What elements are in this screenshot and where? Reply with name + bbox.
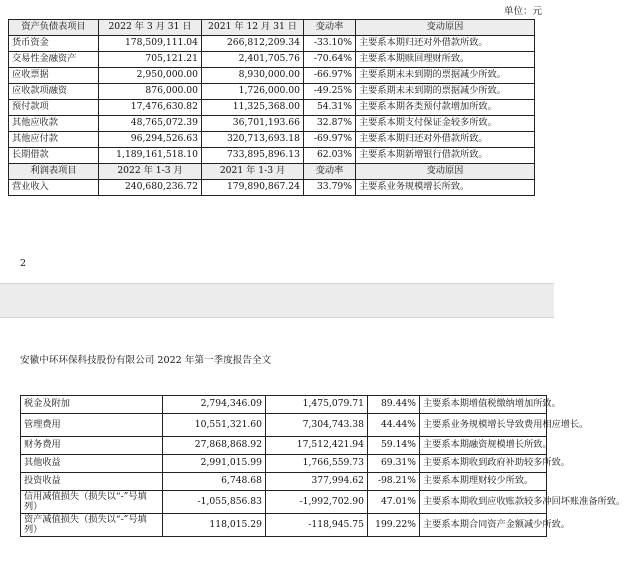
header-current-value: 2022 年 3 月 31 日 <box>99 20 202 36</box>
cell-prior-value: 17,512,421.94 <box>266 437 368 455</box>
cell-prior-value: 320,713,693.18 <box>202 132 304 148</box>
table-header-row <box>9 164 535 180</box>
balance-sheet-table <box>8 19 535 196</box>
cell-change-rate: 32.87% <box>304 116 356 132</box>
cell-prior-value: 7,304,743.38 <box>266 414 368 437</box>
table-row <box>9 148 535 164</box>
cell-prior-value: 179,890,867.24 <box>202 180 304 196</box>
table-row <box>9 116 535 132</box>
table-header-row <box>9 20 535 36</box>
cell-change-reason: 主要系本期收到应收账款较多冲回坏账准备所致。 <box>420 491 547 514</box>
header-prior-value: 2021 年 1-3 月 <box>202 164 304 180</box>
cell-item-label: 交易性金融资产 <box>9 52 99 68</box>
cell-change-reason: 主要系本期新增银行借款所致。 <box>356 148 535 164</box>
cell-change-reason: 主要系本期归还对外借款所致。 <box>356 132 535 148</box>
cell-item-label: 其他收益 <box>21 455 163 473</box>
cell-prior-value: 11,325,368.00 <box>202 100 304 116</box>
table-row <box>9 52 535 68</box>
cell-change-reason: 主要系期末未到期的票据减少所致。 <box>356 84 535 100</box>
cell-prior-value: -118,945.75 <box>266 514 368 537</box>
cell-change-reason: 主要系本期收到政府补助较多所致。 <box>420 455 547 473</box>
header-item-label: 资产负债表项目 <box>9 20 99 36</box>
cell-prior-value: 1,726,000.00 <box>202 84 304 100</box>
table-row <box>21 437 547 455</box>
table-row <box>21 455 547 473</box>
cell-prior-value: 733,895,896.13 <box>202 148 304 164</box>
table-row <box>21 491 547 514</box>
cell-item-label: 信用减值损失（损失以“-”号填列） <box>21 491 163 514</box>
cell-change-reason: 主要系本期各类预付款增加所致。 <box>356 100 535 116</box>
cell-prior-value: 2,401,705.76 <box>202 52 304 68</box>
cell-prior-value: 266,812,209.34 <box>202 36 304 52</box>
cell-prior-value: 8,930,000.00 <box>202 68 304 84</box>
cell-change-rate: 44.44% <box>368 414 420 437</box>
company-report-title: 安徽中环环保科技股份有限公司 2022 年第一季度报告全文 <box>20 355 272 366</box>
cell-current-value: 178,509,111.04 <box>99 36 202 52</box>
cell-current-value: 6,748.68 <box>163 473 266 491</box>
header-current-value: 2022 年 1-3 月 <box>99 164 202 180</box>
cell-item-label: 营业收入 <box>9 180 99 196</box>
cell-current-value: 2,794,346.09 <box>163 396 266 414</box>
cell-item-label: 其他应付款 <box>9 132 99 148</box>
cell-item-label: 投资收益 <box>21 473 163 491</box>
header-change-reason: 变动原因 <box>356 20 535 36</box>
cell-item-label: 资产减值损失（损失以“-”号填列） <box>21 514 163 537</box>
header-change-reason: 变动原因 <box>356 164 535 180</box>
cell-current-value: 876,000.00 <box>99 84 202 100</box>
cell-change-rate: -66.97% <box>304 68 356 84</box>
cell-change-reason: 主要系期末未到期的票据减少所致。 <box>356 68 535 84</box>
cell-item-label: 应收票据 <box>9 68 99 84</box>
cell-current-value: 96,294,526.63 <box>99 132 202 148</box>
cell-change-rate: -33.10% <box>304 36 356 52</box>
cell-change-reason: 主要系本期赎回理财所致。 <box>356 52 535 68</box>
table-row <box>9 180 535 196</box>
cell-change-rate: 54.31% <box>304 100 356 116</box>
cell-prior-value: 1,766,559.73 <box>266 455 368 473</box>
cell-current-value: 48,765,072.39 <box>99 116 202 132</box>
cell-change-reason: 主要系本期归还对外借款所致。 <box>356 36 535 52</box>
cell-current-value: -1,055,856.83 <box>163 491 266 514</box>
cell-current-value: 17,476,630.82 <box>99 100 202 116</box>
cell-change-rate: 89.44% <box>368 396 420 414</box>
cell-item-label: 税金及附加 <box>21 396 163 414</box>
table-row <box>9 132 535 148</box>
cell-change-rate: -49.25% <box>304 84 356 100</box>
page-break-band <box>0 283 554 318</box>
cell-item-label: 管理费用 <box>21 414 163 437</box>
income-statement-table <box>20 395 625 537</box>
cell-item-label: 预付款项 <box>9 100 99 116</box>
table-row <box>9 100 535 116</box>
table-row <box>9 84 535 100</box>
cell-change-reason: 主要系本期融资规模增长所致。 <box>420 437 547 455</box>
cell-current-value: 705,121.21 <box>99 52 202 68</box>
cell-item-label: 货币资金 <box>9 36 99 52</box>
cell-item-label: 其他应收款 <box>9 116 99 132</box>
cell-current-value: 1,189,161,518.10 <box>99 148 202 164</box>
table-row <box>21 414 547 437</box>
cell-item-label: 财务费用 <box>21 437 163 455</box>
cell-current-value: 10,551,321.60 <box>163 414 266 437</box>
cell-change-reason: 主要系本期支付保证金较多所致。 <box>356 116 535 132</box>
cell-current-value: 27,868,868.92 <box>163 437 266 455</box>
cell-change-rate: 62.03% <box>304 148 356 164</box>
header-item-label: 利润表项目 <box>9 164 99 180</box>
cell-current-value: 240,680,236.72 <box>99 180 202 196</box>
cell-prior-value: 36,701,193.66 <box>202 116 304 132</box>
table-row <box>21 473 547 491</box>
cell-current-value: 2,950,000.00 <box>99 68 202 84</box>
cell-change-reason: 主要系业务规模增长导致费用相应增长。 <box>420 414 547 437</box>
cell-change-rate: -98.21% <box>368 473 420 491</box>
table-row <box>21 396 547 414</box>
unit-label: 单位：元 <box>503 6 542 17</box>
header-change-rate: 变动率 <box>304 164 356 180</box>
cell-change-reason: 主要系本期合同资产金额减少所致。 <box>420 514 547 537</box>
cell-change-rate: -69.97% <box>304 132 356 148</box>
page-number: 2 <box>20 258 27 269</box>
cell-prior-value: -1,992,702.90 <box>266 491 368 514</box>
header-prior-value: 2021 年 12 月 31 日 <box>202 20 304 36</box>
cell-change-reason: 主要系本期增值税缴纳增加所致。 <box>420 396 547 414</box>
cell-change-rate: 47.01% <box>368 491 420 514</box>
cell-item-label: 应收款项融资 <box>9 84 99 100</box>
cell-change-reason: 主要系本期理财较少所致。 <box>420 473 547 491</box>
table-row <box>21 514 547 537</box>
cell-current-value: 118,015.29 <box>163 514 266 537</box>
cell-prior-value: 377,994.62 <box>266 473 368 491</box>
table-row <box>9 36 535 52</box>
cell-change-rate: 33.79% <box>304 180 356 196</box>
cell-current-value: 2,991,015.99 <box>163 455 266 473</box>
table-row <box>9 68 535 84</box>
cell-change-rate: 199.22% <box>368 514 420 537</box>
cell-change-rate: 69.31% <box>368 455 420 473</box>
cell-change-rate: -70.64% <box>304 52 356 68</box>
cell-change-reason: 主要系业务规模增长所致。 <box>356 180 535 196</box>
cell-prior-value: 1,475,079.71 <box>266 396 368 414</box>
cell-change-rate: 59.14% <box>368 437 420 455</box>
header-change-rate: 变动率 <box>304 20 356 36</box>
cell-item-label: 长期借款 <box>9 148 99 164</box>
